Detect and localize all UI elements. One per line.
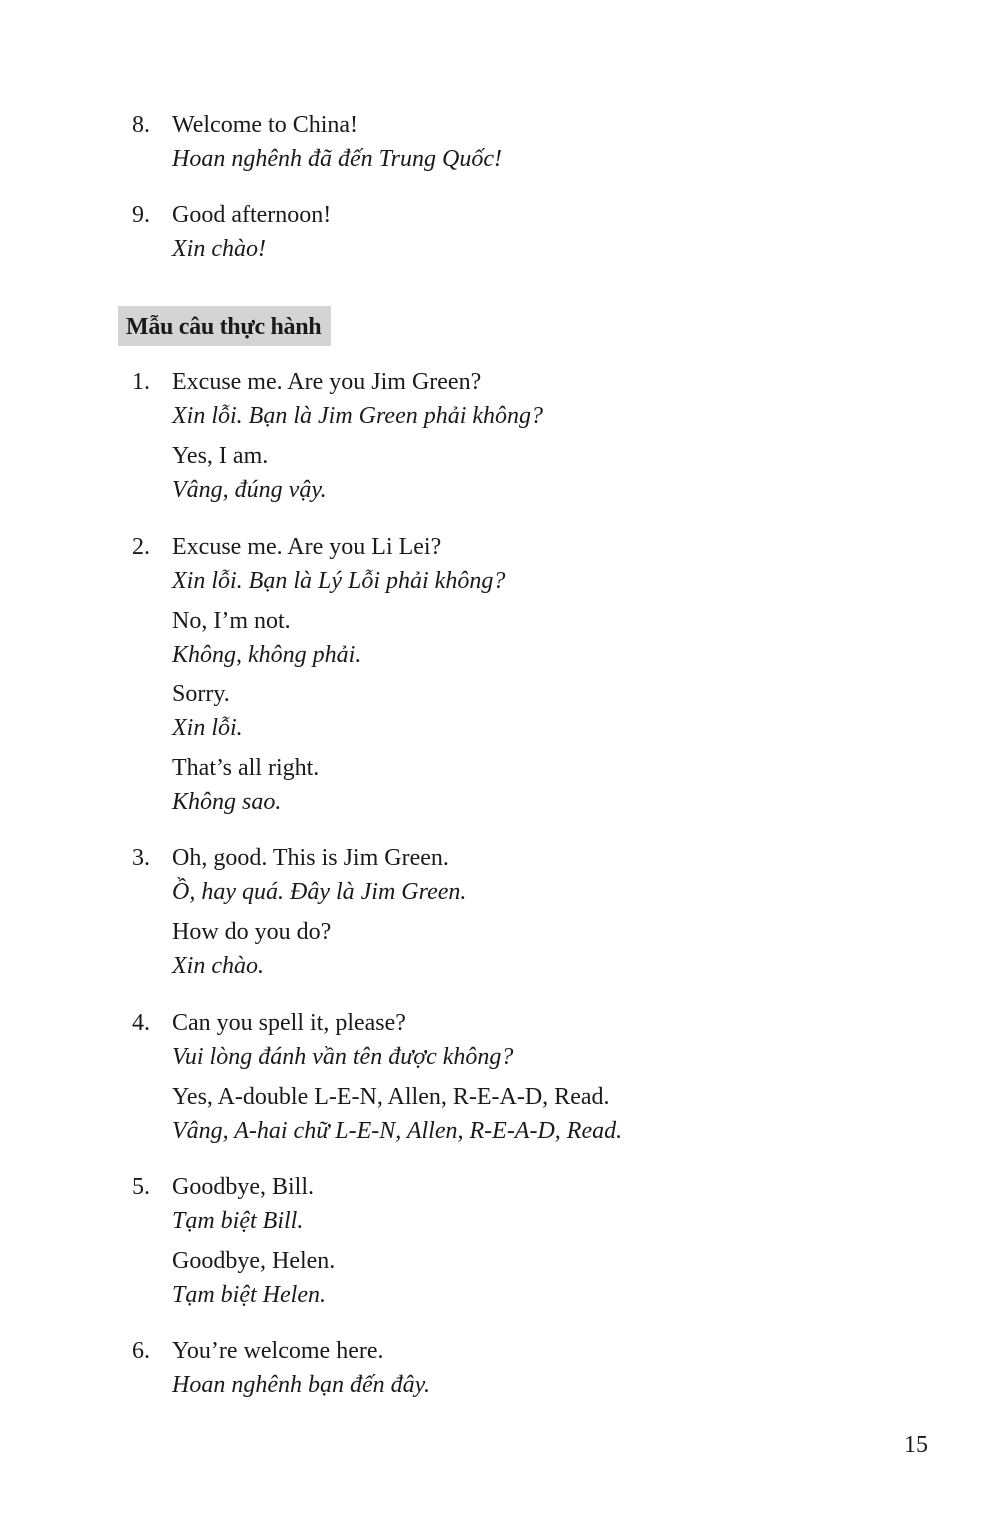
vietnamese-translation: Ồ, hay quá. Đây là Jim Green. — [172, 879, 467, 905]
vietnamese-translation: Tạm biệt Bill. — [172, 1208, 304, 1234]
vietnamese-translation: Hoan nghênh bạn đến đây. — [172, 1372, 430, 1398]
english-sentence: That’s all right. — [172, 755, 320, 781]
vietnamese-translation: Xin chào. — [172, 953, 264, 979]
english-sentence: Can you spell it, please? — [172, 1010, 406, 1036]
vietnamese-translation: Không sao. — [172, 789, 282, 815]
vietnamese-translation: Không, không phải. — [172, 642, 362, 668]
vietnamese-translation: Hoan nghênh đã đến Trung Quốc! — [172, 146, 502, 172]
vietnamese-translation: Vâng, đúng vậy. — [172, 477, 327, 503]
item-number: 2. — [132, 534, 150, 560]
vietnamese-translation: Xin lỗi. Bạn là Lý Lỗi phải không? — [172, 568, 506, 594]
english-sentence: Excuse me. Are you Jim Green? — [172, 369, 482, 395]
vietnamese-translation: Xin lỗi. — [172, 715, 243, 741]
english-sentence: You’re welcome here. — [172, 1338, 384, 1364]
vietnamese-translation: Vâng, A-hai chữ L-E-N, Allen, R-E-A-D, Read. — [172, 1118, 623, 1144]
english-sentence: No, I’m not. — [172, 608, 291, 634]
english-sentence: Yes, A-double L-E-N, Allen, R-E-A-D, Read. — [172, 1084, 610, 1110]
english-sentence: Welcome to China! — [172, 112, 359, 138]
english-sentence: Yes, I am. — [172, 443, 269, 469]
item-number: 5. — [132, 1174, 150, 1200]
vietnamese-translation: Tạm biệt Helen. — [172, 1282, 326, 1308]
item-number: 4. — [132, 1010, 150, 1036]
english-sentence: Oh, good. This is Jim Green. — [172, 845, 449, 871]
vietnamese-translation: Vui lòng đánh vần tên được không? — [172, 1044, 514, 1070]
item-number: 1. — [132, 369, 150, 395]
vietnamese-translation: Xin chào! — [172, 236, 266, 262]
english-sentence: Good afternoon! — [172, 202, 332, 228]
item-number: 3. — [132, 845, 150, 871]
page-number: 15 — [904, 1432, 928, 1458]
english-sentence: Goodbye, Bill. — [172, 1174, 314, 1200]
section-heading: Mẫu câu thực hành — [118, 306, 331, 346]
vietnamese-translation: Xin lỗi. Bạn là Jim Green phải không? — [172, 403, 544, 429]
english-sentence: How do you do? — [172, 919, 332, 945]
english-sentence: Excuse me. Are you Li Lei? — [172, 534, 442, 560]
item-number: 6. — [132, 1338, 150, 1364]
item-number: 8. — [132, 112, 150, 138]
english-sentence: Sorry. — [172, 681, 230, 707]
english-sentence: Goodbye, Helen. — [172, 1248, 336, 1274]
item-number: 9. — [132, 202, 150, 228]
